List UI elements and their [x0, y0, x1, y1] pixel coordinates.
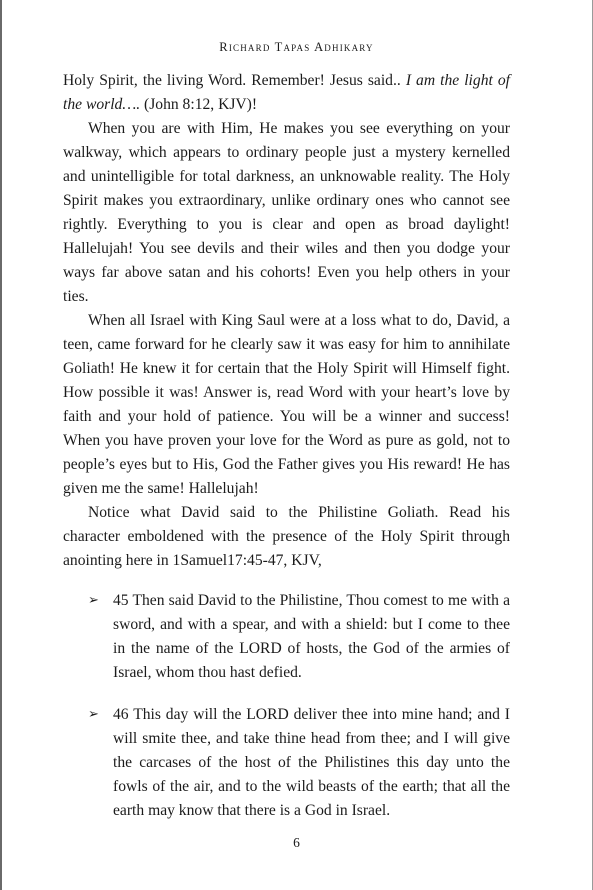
- bullet-text: 45 Then said David to the Philistine, Thou comest to me with a sword, and with a spear, and with a shield: but I come to thee in the name of the LORD of hosts, the God of the armies of Israel, whom thou hast defied.: [113, 592, 510, 681]
- paragraph-1-lead: Holy Spirit, the living Word. Remember! Jesus said..: [63, 72, 406, 89]
- bullet-item: [88, 703, 510, 823]
- paragraph-2: When you are with Him, He makes you see everything on your walkway, which appears to ordinary people just a mystery kernelled and unintelligible for total darkness, an unknowable reality. The Holy Spirit makes you extraordinary, unlike ordinary ones who cannot see rightly. Everything to you is clear and open as broad daylight! Hallelujah! You see devils and their wiles and then you dodge your ways far above satan and his cohorts! Even you help others in your ties.: [63, 120, 510, 305]
- scripture-reference: (John 8:12, KJV)!: [140, 96, 258, 113]
- running-header: Richard Tapas Adhikary: [219, 40, 374, 54]
- page-number: 6: [293, 835, 300, 850]
- paragraph-continuation: [63, 69, 510, 117]
- body-text: [63, 69, 510, 573]
- scripture-quote-italic: I am the light of the world….: [63, 72, 510, 113]
- bullet-text: 46 This day will the LORD deliver thee into mine hand; and I will smite thee, and take thine head from thee; and I will give the carcases of the host of the Philistines this day unto the fowls of the air, and to the wild beasts of the earth; that all the earth may know that there is a God in Israel.: [113, 706, 510, 819]
- scripture-bullet-list: [88, 589, 510, 823]
- bullet-item: [88, 589, 510, 685]
- arrow-bullet-icon: ➢: [88, 593, 99, 608]
- paragraph-4: Notice what David said to the Philistine Goliath. Read his character emboldened with the presence of the Holy Spirit through anointing here in 1Samuel17:45-47, KJV,: [63, 504, 510, 569]
- arrow-bullet-icon: ➢: [88, 707, 99, 722]
- page-edge-left: [0, 0, 2, 890]
- paragraph-3: When all Israel with King Saul were at a loss what to do, David, a teen, came forward for he clearly saw it was easy for him to annihilate Goliath! He knew it for certain that the Holy Spirit will Himself fight. How possible it was! Answer is, read Word with your heart’s love by faith and your hold of patience. You will be a winner and success! When you have proven your love for the Word as pure as gold, not to people’s eyes but to His, God the Father gives you His reward! He has given me the same! Hallelujah!: [63, 312, 510, 497]
